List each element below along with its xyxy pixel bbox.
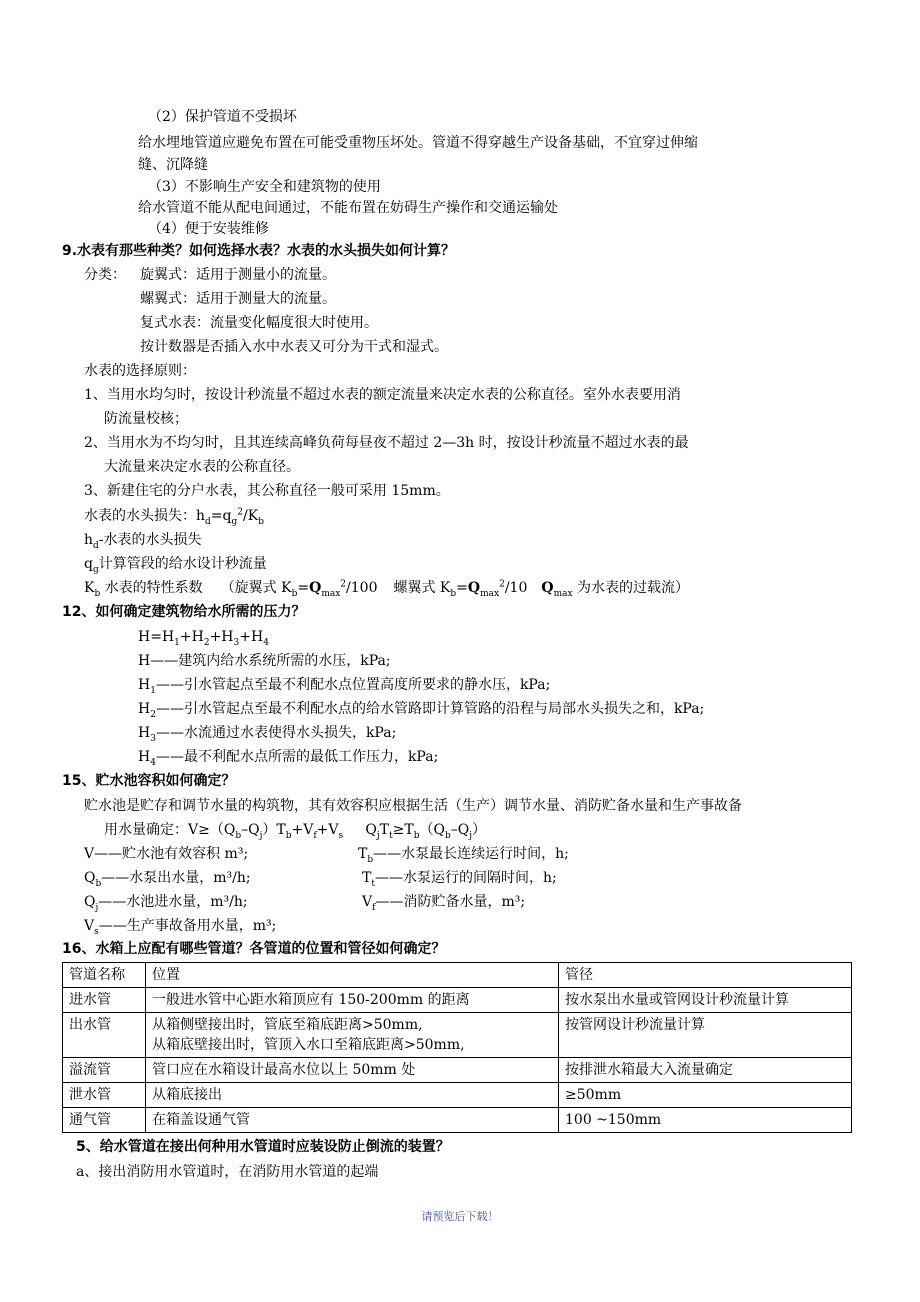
q9-heading: 9.水表有那些种类？如何选择水表？水表的水头损失如何计算？ <box>62 243 456 259</box>
col-header-diameter: 管径 <box>559 963 852 988</box>
q15-tb-def: ——水泵最长连续运行时间，h; <box>373 846 569 862</box>
table-header-row <box>63 963 852 988</box>
q9-class-label: 分类： <box>84 267 126 283</box>
q9-kb-line: $K_b$ 水表的特性系数 （旋翼式 $K_b=Q_{max}^2/100$ 螺翼式 $K_b=Q_{max}^2/10$ $Q_{max}$ 为水表的过载流） <box>84 579 689 599</box>
q9-kb-def: 水表的特性系数 <box>104 580 203 596</box>
q15-tb-line: $T_b——$水泵最长连续运行时间，h; <box>358 846 569 865</box>
q12-h2-def: ——引水管起点至最不利配水点的给水管路即计算管路的沿程与局部水头损失之和，kPa; <box>155 701 705 717</box>
table-row <box>63 1013 852 1058</box>
pipe-position: 在箱盖设通气管 <box>146 1108 559 1133</box>
pipe-position-line-1: 从箱侧壁接出时，管底至箱底距离>50mm, <box>152 1017 423 1033</box>
q15-vs-def: ——生产事故备用水量，m³; <box>98 918 277 934</box>
q12-heading: 12、如何确定建筑物给水所需的压力？ <box>62 604 306 620</box>
q15-vf-def: ——消防贮备水量，m³; <box>375 894 526 910</box>
q9-loss-label: 水表的水头损失： <box>84 508 196 524</box>
table-row <box>63 1108 852 1133</box>
q5-heading: 5、给水管道在接出何种用水管道时应装设防止倒流的装置？ <box>76 1139 450 1155</box>
q12-h3-line: $H_3——$水流通过水表使得水头损失，kPa; <box>138 725 397 744</box>
q9-type-screw: 螺翼式：适用于测量大的流量。 <box>140 291 336 307</box>
pipe-position: 从箱底接出 <box>146 1083 559 1108</box>
q12-formula: $H=H_1+H_2+H_3+H_4$ <box>138 629 269 648</box>
s8-p3-body: 给水管道不能从配电间通过，不能布置在妨碍生产操作和交通运输处 <box>138 200 558 216</box>
pipe-position: 管口应在水箱设计最高水位以上 50mm 处 <box>146 1058 559 1083</box>
q9-rule2-b: 大流量来决定水表的公称直径。 <box>104 459 300 475</box>
pipe-table <box>62 962 852 1133</box>
q9-type-compound: 复式水表：流量变化幅度很大时使用。 <box>140 315 378 331</box>
s8-p2-title: （2）保护管道不受损坏 <box>148 109 297 125</box>
pipe-position-line-2: 从箱底壁接出时，管顶入水口至箱底距离>50mm, <box>152 1037 465 1053</box>
q9-loss-formula: $h_d=q_g^2/K_b$ <box>196 507 264 527</box>
table-row <box>63 988 852 1013</box>
q15-vs-line: $V_s——$生产事故备用水量，m³; <box>84 918 277 937</box>
q15-v-def: V——贮水池有效容积 m³; <box>84 846 249 862</box>
pipe-name: 泄水管 <box>63 1083 146 1108</box>
q15-tt-line: $T_t——$水泵运行的间隔时间，h; <box>362 870 557 889</box>
q15-desc-a: 贮水池是贮存和调节水量的构筑物，其有效容积应根据生活（生产）调节水量、消防贮备水量和生产事故备 <box>84 798 742 814</box>
q9-type-rotary: 旋翼式：适用于测量小的流量。 <box>140 267 336 283</box>
s8-p4-title: （4）便于安装维修 <box>148 221 269 237</box>
table-row <box>63 1083 852 1108</box>
q9-type-dry-wet: 按计数器是否插入水中水表又可分为干式和湿式。 <box>140 339 448 355</box>
q12-h1-def: ——引水管起点至最不利配水点位置高度所要求的静水压，kPa; <box>155 677 551 693</box>
pipe-diameter: ≥50mm <box>559 1083 852 1108</box>
s8-p2-body-1: 给水埋地管道应避免布置在可能受重物压坏处。管道不得穿越生产设备基础，不宜穿过伸缩 <box>138 135 698 151</box>
q9-kb-rotary: （旋翼式 <box>220 580 277 596</box>
q9-qg-def: 计算管段的给水设计秒流量 <box>98 556 267 572</box>
s8-p3-title: （3）不影响生产安全和建筑物的使用 <box>148 179 381 195</box>
pipe-diameter: 100 ~150mm <box>559 1108 852 1133</box>
q12-h3-def: ——水流通过水表使得水头损失，kPa; <box>155 725 397 741</box>
q9-kb-screw-val: /10 <box>504 580 528 596</box>
pipe-diameter: 按排泄水箱最大入流量确定 <box>559 1058 852 1083</box>
q15-qb-def: ——水泵出水量，m³/h; <box>101 870 251 886</box>
q15-heading: 15、贮水池容积如何确定？ <box>62 773 236 789</box>
q9-rule2-a: 2、当用水为不均匀时，且其连续高峰负荷每昼夜不超过 2—3h 时，按设计秒流量不超过水表的最 <box>84 435 689 451</box>
pipe-position <box>146 1013 559 1058</box>
q12-h4-def: ——最不利配水点所需的最低工作压力，kPa; <box>155 749 439 765</box>
q9-rule1-a: 1、当用水均匀时，按设计秒流量不超过水表的额定流量来决定水表的公称直径。室外水表要用消 <box>84 387 681 403</box>
q9-qg-line: $q_g$计算管段的给水设计秒流量 <box>84 556 267 575</box>
pipe-name: 进水管 <box>63 988 146 1013</box>
q12-h1-line: $H_1——$引水管起点至最不利配水点位置高度所要求的静水压，kPa; <box>138 677 551 696</box>
q9-hd-line: $h_d-$水表的水头损失 <box>84 532 202 551</box>
pipe-name: 出水管 <box>63 1013 146 1058</box>
q15-desc-b: 用水量确定：$V\ge(Q_b-Q_j)T_b+V_f+V_s$ $Q_jT_t\ge T_b(Q_b-Q_j)$ <box>104 822 487 841</box>
pipe-position: 一般进水管中心距水箱顶应有 150-200mm 的距离 <box>146 988 559 1013</box>
q12-h-def: H——建筑内给水系统所需的水压，kPa; <box>138 653 391 669</box>
col-header-name: 管道名称 <box>63 963 146 988</box>
s8-p2-body-2: 缝、沉降缝 <box>138 157 208 173</box>
q9-kb-screw: 螺翼式 <box>393 580 436 596</box>
pipe-name: 溢流管 <box>63 1058 146 1083</box>
pipe-name: 通气管 <box>63 1108 146 1133</box>
table-row <box>63 1058 852 1083</box>
q15-qj-line: $Q_j——$水池进水量，m³/h; <box>84 894 248 913</box>
q9-rule1-b: 防流量校核； <box>104 411 188 427</box>
q9-rule3: 3、新建住宅的分户水表，其公称直径一般可采用 15mm。 <box>84 483 450 499</box>
download-footer: 请预览后下载！ <box>421 1210 499 1223</box>
q12-h2-line: $H_2——$引水管起点至最不利配水点的给水管路即计算管路的沿程与局部水头损失之和，kPa; <box>138 701 705 720</box>
q9-principles-title: 水表的选择原则： <box>84 363 196 379</box>
pipe-diameter: 按管网设计秒流量计算 <box>559 1013 852 1058</box>
q5-item-a: a、接出消防用水管道时，在消防用水管道的起端 <box>76 1164 379 1180</box>
q9-loss-line <box>84 507 264 525</box>
q9-qmax-def: 为水表的过载流） <box>577 580 689 596</box>
q9-kb-rotary-val: /100 <box>346 580 378 596</box>
col-header-position: 位置 <box>146 963 559 988</box>
q15-qj-def: ——水池进水量，m³/h; <box>98 894 248 910</box>
q15-qb-line: $Q_b——$水泵出水量，m³/h; <box>84 870 251 889</box>
q12-h4-line: $H_4——$最不利配水点所需的最低工作压力，kPa; <box>138 749 439 768</box>
q15-tt-def: ——水泵运行的间隔时间，h; <box>374 870 557 886</box>
q9-hd-def: -水表的水头损失 <box>98 532 202 548</box>
pipe-diameter: 按水泵出水量或管网设计秒流量计算 <box>559 988 852 1013</box>
q16-heading: 16、水箱上应配有哪些管道？各管道的位置和管径如何确定？ <box>62 941 446 957</box>
q15-vf-line: $V_f——$消防贮备水量，m³; <box>362 894 526 913</box>
